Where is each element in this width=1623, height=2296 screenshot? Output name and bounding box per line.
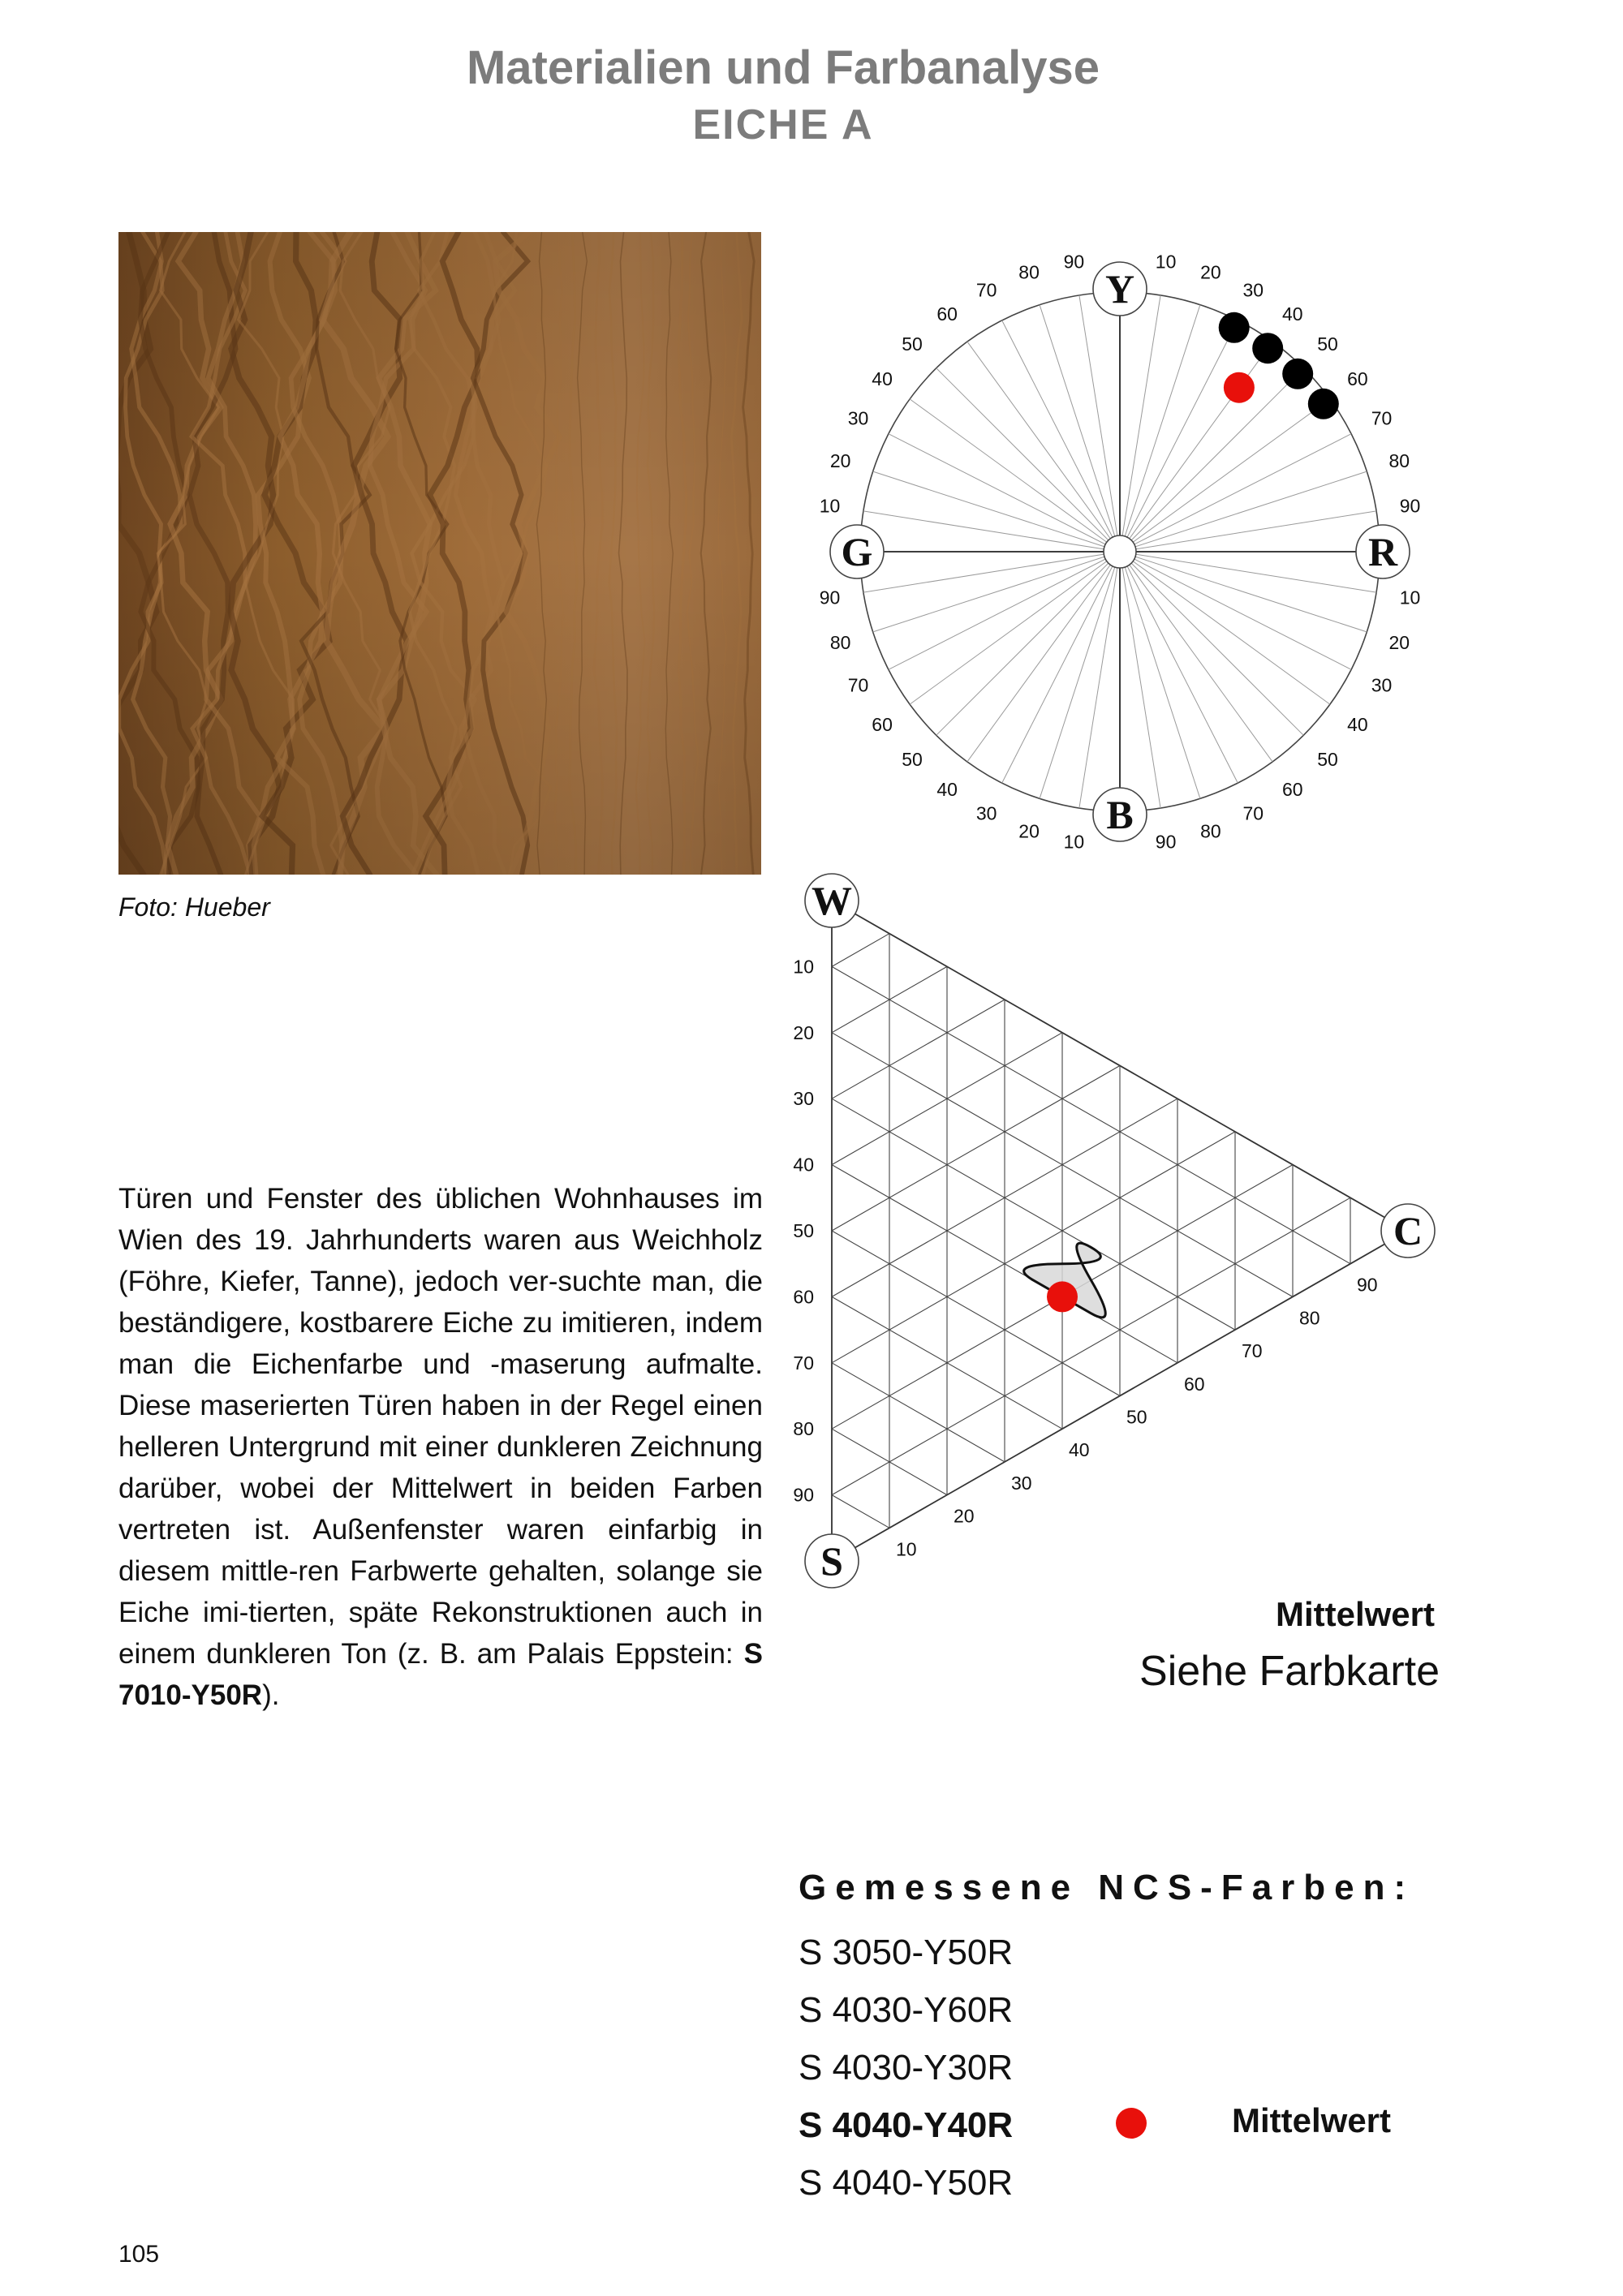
hue-tick-label: 50 <box>902 749 923 770</box>
hue-tick-label: 80 <box>1018 261 1040 283</box>
measured-hue-dot <box>1308 389 1339 419</box>
hue-tick-label: 90 <box>1063 251 1085 273</box>
hue-tick-label: 30 <box>1371 674 1393 696</box>
hue-tick-label: 20 <box>1018 820 1040 842</box>
hue-tick-label: 70 <box>1242 802 1264 824</box>
blackness-tick-label: 70 <box>793 1352 814 1374</box>
hue-tick-label: 20 <box>1200 261 1221 283</box>
mean-value-note: Siehe Farbkarte <box>1139 1648 1440 1695</box>
mean-value-heading: Mittelwert <box>1275 1595 1435 1633</box>
hue-tick-label: 50 <box>1317 333 1338 355</box>
hue-tick-label: 50 <box>1317 749 1338 770</box>
hue-tick-label: 60 <box>1347 368 1368 390</box>
page-number: 105 <box>118 2241 160 2268</box>
hue-tick-label: 40 <box>1282 303 1303 325</box>
ncs-color-item: S 4030-Y30R <box>799 2048 1014 2087</box>
chromaticness-tick-label: 90 <box>1357 1274 1378 1296</box>
ncs-color-item: S 3050-Y50R <box>799 1933 1014 1972</box>
ncs-color-item: S 4040-Y50R <box>799 2163 1014 2203</box>
ncs-colors-heading: Gemessene NCS-Farben: <box>799 1868 1415 1907</box>
triangle-corner-letter-C: C <box>1393 1208 1423 1253</box>
hue-tick-label: 90 <box>1399 495 1421 517</box>
blackness-tick-label: 20 <box>793 1021 814 1043</box>
mean-hue-dot <box>1224 372 1255 403</box>
oak-wood-photo <box>118 232 761 875</box>
ncs-colour-circle <box>779 219 1461 892</box>
hue-tick-label: 30 <box>1242 279 1264 301</box>
ncs-color-item: S 4030-Y60R <box>799 1990 1014 2030</box>
triangle-corner-letter-S: S <box>820 1538 843 1584</box>
measured-hue-dot <box>1252 333 1283 363</box>
hue-axis-letter-R: R <box>1367 529 1398 574</box>
hue-tick-label: 70 <box>847 674 869 696</box>
hue-axis-letter-B: B <box>1106 792 1134 837</box>
chromaticness-tick-label: 30 <box>1011 1472 1032 1494</box>
mean-marker-label: Mittelwert <box>1232 2101 1392 2139</box>
ncs-colour-triangle <box>779 860 1461 1606</box>
hue-tick-label: 80 <box>829 631 851 653</box>
chromaticness-tick-label: 70 <box>1242 1340 1263 1362</box>
hue-tick-label: 80 <box>1388 450 1410 472</box>
hue-tick-label: 10 <box>1063 831 1085 853</box>
triangle-corner-letter-W: W <box>812 878 852 923</box>
hue-tick-label: 40 <box>872 368 893 390</box>
hue-tick-label: 60 <box>936 303 958 325</box>
hue-tick-label: 70 <box>975 279 997 301</box>
hue-tick-label: 60 <box>1282 778 1303 800</box>
hue-tick-label: 30 <box>975 802 997 824</box>
wood-grain-image <box>118 232 761 875</box>
hue-tick-label: 10 <box>819 495 841 517</box>
hue-tick-label: 20 <box>1388 631 1410 653</box>
hue-tick-label: 10 <box>1399 587 1421 608</box>
mean-point-dot <box>1047 1281 1078 1312</box>
blackness-tick-label: 30 <box>793 1088 814 1110</box>
blackness-tick-label: 60 <box>793 1286 814 1308</box>
blackness-tick-label: 90 <box>793 1484 814 1506</box>
hue-tick-label: 10 <box>1155 251 1177 273</box>
hue-tick-label: 40 <box>936 778 958 800</box>
body-paragraph <box>118 1178 763 1716</box>
hue-tick-label: 90 <box>819 587 841 608</box>
chromaticness-tick-label: 40 <box>1069 1439 1090 1461</box>
hue-tick-label: 80 <box>1200 820 1221 842</box>
blackness-tick-label: 50 <box>793 1220 814 1241</box>
ncs-color-item-mean: S 4040-Y40R <box>799 2105 1014 2145</box>
chromaticness-tick-label: 20 <box>954 1505 975 1527</box>
chromaticness-tick-label: 80 <box>1299 1307 1320 1329</box>
hue-tick-label: 20 <box>829 450 851 472</box>
photo-credit: Foto: Hueber <box>118 892 270 922</box>
chromaticness-tick-label: 60 <box>1184 1373 1205 1395</box>
chromaticness-tick-label: 50 <box>1126 1406 1147 1428</box>
hue-tick-label: 70 <box>1371 407 1393 429</box>
mean-marker-dot <box>1116 2108 1147 2139</box>
chromaticness-tick-label: 10 <box>896 1538 917 1560</box>
hue-tick-label: 40 <box>1347 713 1368 735</box>
hue-axis-letter-Y: Y <box>1104 266 1135 312</box>
blackness-tick-label: 40 <box>793 1154 814 1176</box>
measured-hue-dot <box>1282 359 1313 389</box>
hue-tick-label: 90 <box>1155 831 1177 853</box>
page-title: Materialien und Farbanalyse <box>466 41 1100 94</box>
hue-tick-label: 30 <box>847 407 869 429</box>
blackness-tick-label: 10 <box>793 956 814 978</box>
body-text-start: Türen und Fenster des üblichen Wohnhauses im Wien des 19. Jahrhunderts waren aus Weichholz (Föhre, Kiefer, Tanne), jedoch ver-suchte man, die beständigere, kostbarere Eiche zu imitieren, indem man die Eichenfarbe und -maserung aufmalte. Diese maserierten Türen haben in der Regel einen helleren Untergrund mit einer dunkleren Zeichnung darüber, wobei der Mittelwert in beiden Farben vertreten ist. Außenfenster waren einfarbig in diesem mittle-ren Farbwerte gehalten, solange sie Eiche imi-tierten, späte Rekonstruktionen auch in einem dunkleren Ton (z. B. am Palais Eppstein: <box>118 1183 763 1670</box>
body-text-end: ). <box>262 1679 280 1711</box>
hue-tick-label: 50 <box>902 333 923 355</box>
hue-axis-letter-G: G <box>841 529 873 574</box>
hue-tick-label: 60 <box>872 713 893 735</box>
blackness-tick-label: 80 <box>793 1418 814 1440</box>
body-text-bold-code: S 7010-Y50R <box>118 1638 763 1711</box>
hue-circle-center <box>1104 535 1136 568</box>
measured-hue-dot <box>1219 312 1250 343</box>
page-subtitle: EICHE A <box>692 101 874 148</box>
